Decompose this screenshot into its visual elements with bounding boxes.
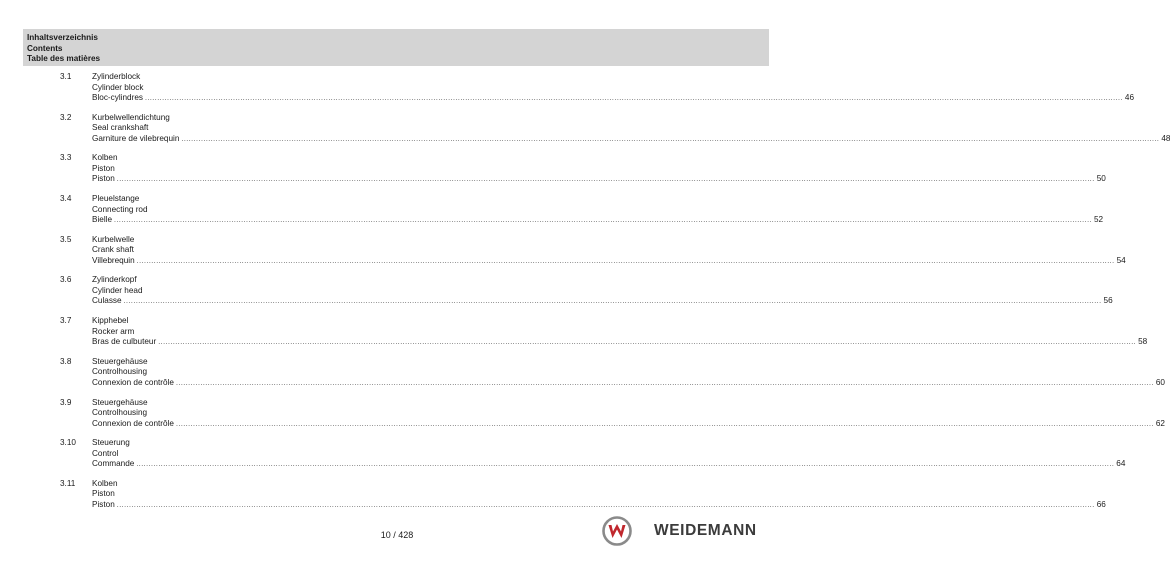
toc-entry-title-de: Steuerung — [92, 438, 130, 448]
dot-leader: ................................................................................................................................................................................................................................................................................................................................................................................................................ — [175, 379, 1154, 387]
toc-entry-number: 3.10 — [60, 438, 76, 448]
toc-entry-title-fr: Piston — [92, 499, 115, 509]
toc-entry-page[interactable]: 56 — [1103, 296, 1113, 306]
toc-entry[interactable] — [0, 72, 1135, 113]
toc-entry-title-en: Controlhousing — [92, 367, 148, 377]
toc-entry[interactable] — [0, 316, 1148, 357]
toc-header — [23, 29, 769, 66]
toc-entry-page[interactable]: 50 — [1096, 174, 1106, 184]
toc-entry[interactable] — [0, 275, 1113, 316]
toc-entry-number: 3.2 — [60, 112, 72, 122]
toc-entry-page[interactable]: 58 — [1138, 337, 1148, 347]
toc-entry-page[interactable]: 52 — [1093, 215, 1104, 225]
toc-entry-page[interactable]: 54 — [1116, 255, 1126, 265]
toc-entry[interactable] — [0, 234, 1126, 276]
toc-entry[interactable] — [0, 438, 1126, 479]
toc-entry-title-de: Zylinderblock — [92, 72, 141, 81]
toc-entry-title-de: Pleuelstange — [92, 194, 140, 204]
toc-entry[interactable] — [0, 194, 1104, 235]
toc-entry[interactable] — [0, 153, 1106, 194]
toc-entry-number: 3.7 — [60, 316, 72, 326]
toc-entry-title-de: Kurbelwellendichtung — [92, 112, 170, 122]
toc-entry-title-fr: Bielle — [92, 215, 113, 225]
toc-entry-title-de: Kolben — [92, 153, 118, 163]
toc-entry-number: 3.8 — [60, 356, 72, 366]
dot-leader: ................................................................................................................................................................................................................................................................................................................................................................................................................ — [136, 461, 1115, 469]
toc-entry-title-en: Seal crankshaft — [92, 123, 149, 133]
dot-leader: ................................................................................................................................................................................................................................................................................................................................................................................................................ — [116, 176, 1095, 184]
header-title-en: Contents — [27, 43, 63, 53]
toc-entry-number: 3.1 — [60, 72, 72, 81]
toc-entry-title-de: Zylinderkopf — [92, 275, 137, 285]
toc-entry-page[interactable]: 46 — [1124, 93, 1135, 102]
toc-entry-title-en: Crank shaft — [92, 245, 134, 255]
toc-entry-number: 3.9 — [60, 397, 72, 407]
weidemann-logo-icon — [602, 516, 632, 546]
dot-leader: ................................................................................................................................................................................................................................................................................................................................................................................................................ — [114, 217, 1092, 225]
toc-list — [0, 72, 1170, 520]
toc-entry-title-de: Kipphebel — [92, 316, 129, 326]
dot-leader: ................................................................................................................................................................................................................................................................................................................................................................................................................ — [136, 257, 1115, 265]
toc-entry-title-en: Piston — [92, 163, 115, 173]
toc-entry-title-fr: Garniture de vilebrequin — [92, 133, 180, 143]
dot-leader: ................................................................................................................................................................................................................................................................................................................................................................................................................ — [181, 135, 1160, 143]
toc-entry-title-fr: Connexion de contrôle — [92, 418, 174, 428]
dot-leader: ................................................................................................................................................................................................................................................................................................................................................................................................................ — [116, 501, 1095, 509]
toc-entry-number: 3.4 — [60, 194, 72, 204]
header-title-fr: Table des matières — [27, 54, 101, 63]
dot-leader: ................................................................................................................................................................................................................................................................................................................................................................................................................ — [144, 95, 1123, 102]
toc-entry-title-fr: Bloc-cylindres — [92, 93, 143, 102]
toc-entry-title-en: Connecting rod — [92, 204, 148, 214]
toc-entry-title-fr: Commande — [92, 459, 135, 469]
toc-entry-page[interactable]: 62 — [1155, 418, 1165, 428]
toc-entry-title-de: Steuergehäuse — [92, 356, 148, 366]
header-title-de: Inhaltsverzeichnis — [27, 33, 98, 42]
toc-entry-page[interactable]: 48 — [1161, 133, 1170, 143]
toc-entry-page[interactable]: 66 — [1096, 499, 1106, 509]
toc-entry-title-en: Controlhousing — [92, 408, 148, 417]
toc-entry-page[interactable]: 60 — [1155, 377, 1165, 387]
page-indicator: 10 / 428 — [380, 530, 414, 540]
toc-entry-title-en: Cylinder head — [92, 285, 143, 295]
toc-entry[interactable] — [0, 356, 1165, 398]
toc-entry-title-fr: Culasse — [92, 296, 122, 306]
toc-entry-page[interactable]: 64 — [1116, 459, 1126, 469]
brand-logo — [602, 515, 757, 547]
toc-entry-number: 3.5 — [60, 234, 72, 244]
toc-entry-title-de: Steuergehäuse — [92, 397, 148, 407]
toc-entry-title-fr: Piston — [92, 174, 115, 184]
toc-entry[interactable] — [0, 478, 1106, 520]
toc-entry-title-en: Rocker arm — [92, 326, 135, 336]
dot-leader: ................................................................................................................................................................................................................................................................................................................................................................................................................ — [123, 298, 1102, 306]
toc-entry-number: 3.6 — [60, 275, 72, 285]
toc-entry-title-fr: Villebrequin — [92, 255, 135, 265]
toc-entry[interactable] — [0, 397, 1165, 439]
brand-name: WEIDEMANN — [654, 522, 757, 539]
toc-entry-title-fr: Bras de culbuteur — [92, 337, 157, 347]
toc-entry-number: 3.11 — [60, 478, 76, 488]
dot-leader: ................................................................................................................................................................................................................................................................................................................................................................................................................ — [158, 339, 1137, 347]
toc-entry-title-en: Control — [92, 448, 119, 458]
toc-entry-title-de: Kurbelwelle — [92, 234, 135, 244]
toc-entry-title-en: Piston — [92, 489, 115, 499]
toc-entry-title-de: Kolben — [92, 478, 118, 488]
toc-entry-number: 3.3 — [60, 153, 72, 163]
dot-leader: ................................................................................................................................................................................................................................................................................................................................................................................................................ — [175, 420, 1154, 428]
toc-entry[interactable] — [0, 112, 1170, 154]
toc-entry-title-fr: Connexion de contrôle — [92, 377, 174, 387]
toc-entry-title-en: Cylinder block — [92, 82, 144, 92]
